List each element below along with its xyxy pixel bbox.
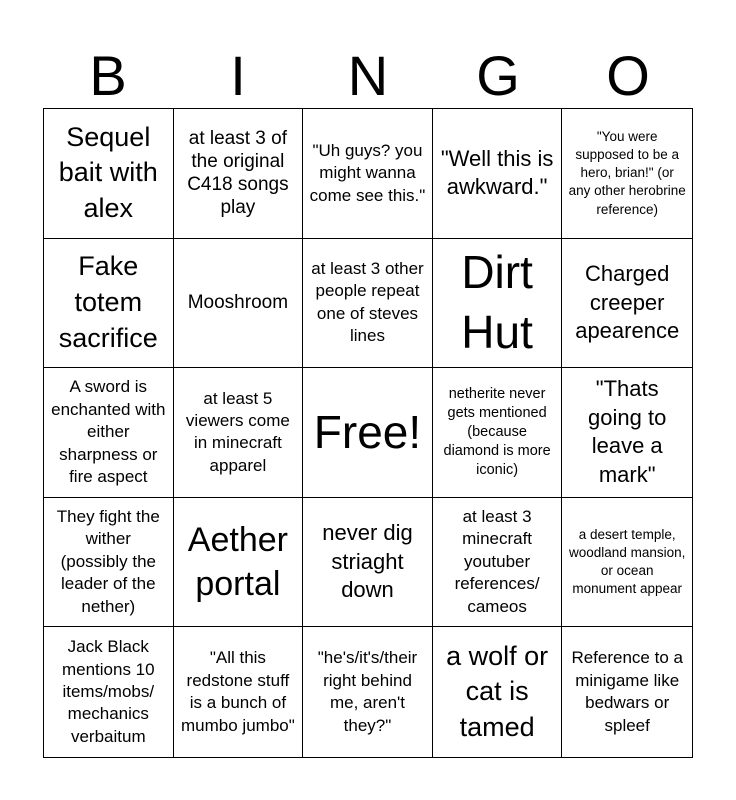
free-space-cell: Free! <box>303 368 433 498</box>
bingo-cell: never dig striaght down <box>303 498 433 628</box>
bingo-cell: a desert temple, woodland mansion, or ocean monument appear <box>562 498 692 628</box>
bingo-cell: "Well this is awkward." <box>433 109 563 239</box>
bingo-cell: Sequel bait with alex <box>44 109 174 239</box>
bingo-cell: at least 3 of the original C418 songs play <box>174 109 304 239</box>
header-letter-n: N <box>347 44 389 107</box>
bingo-cell: at least 5 viewers come in minecraft apparel <box>174 368 304 498</box>
bingo-cell: "All this redstone stuff is a bunch of mumbo jumbo" <box>174 627 304 757</box>
header-letter-g: G <box>476 44 520 107</box>
bingo-cell: Fake totem sacrifice <box>44 239 174 369</box>
bingo-cell: Jack Black mentions 10 items/mobs/ mechanics verbaitum <box>44 627 174 757</box>
bingo-cell: Mooshroom <box>174 239 304 369</box>
header-letter-i: I <box>230 44 246 107</box>
bingo-header <box>43 44 693 108</box>
header-letter-o: O <box>606 44 650 107</box>
bingo-cell: "You were supposed to be a hero, brian!" (or any other herobrine reference) <box>562 109 692 239</box>
header-letter-b: B <box>89 44 127 107</box>
bingo-cell: They fight the wither (possibly the leader of the nether) <box>44 498 174 628</box>
bingo-cell: at least 3 minecraft youtuber references/ cameos <box>433 498 563 628</box>
bingo-cell: "Uh guys? you might wanna come see this." <box>303 109 433 239</box>
bingo-board <box>43 108 693 758</box>
bingo-cell: at least 3 other people repeat one of steves lines <box>303 239 433 369</box>
bingo-cell: Aether portal <box>174 498 304 628</box>
bingo-cell: Charged creeper apearence <box>562 239 692 369</box>
bingo-cell: a wolf or cat is tamed <box>433 627 563 757</box>
bingo-cell: netherite never gets mentioned (because diamond is more iconic) <box>433 368 563 498</box>
bingo-cell: Dirt Hut <box>433 239 563 369</box>
bingo-cell: "he's/it's/their right behind me, aren't they?" <box>303 627 433 757</box>
bingo-cell: A sword is enchanted with either sharpness or fire aspect <box>44 368 174 498</box>
bingo-cell: "Thats going to leave a mark" <box>562 368 692 498</box>
bingo-cell: Reference to a minigame like bedwars or spleef <box>571 648 683 735</box>
